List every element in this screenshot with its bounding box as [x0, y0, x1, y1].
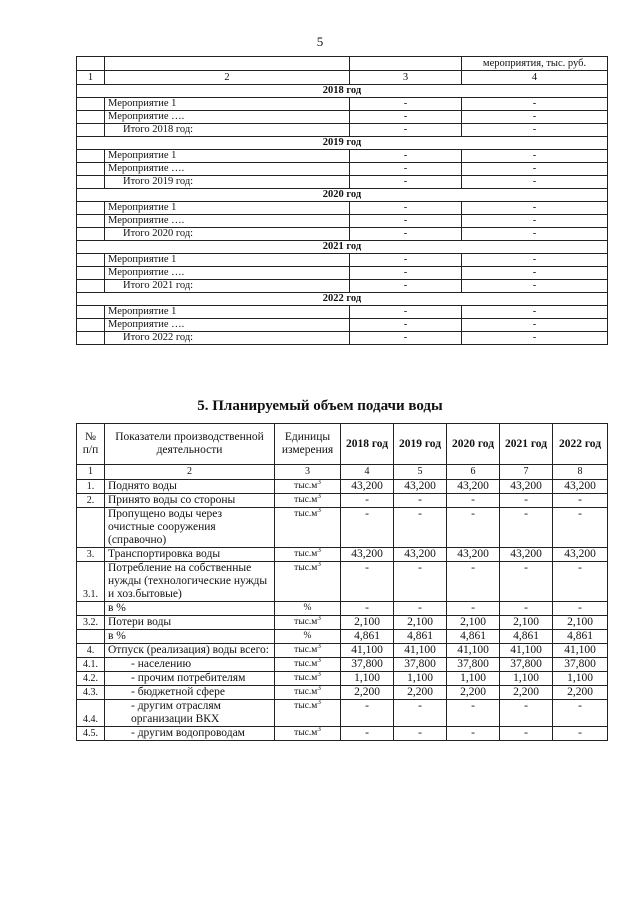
year-label: 2022 год — [77, 293, 608, 306]
measure-name: Мероприятие 1 — [105, 150, 350, 163]
measure-total-label: Итого 2019 год: — [105, 176, 350, 189]
header-indicator: Показатели производственной деятельности — [105, 424, 275, 465]
indicator-name: Поднято воды — [105, 480, 275, 494]
value-cell: - — [553, 562, 608, 602]
measure-col3: - — [350, 254, 462, 267]
unit-exponent: 3 — [317, 479, 321, 486]
unit-cell — [275, 727, 341, 741]
colnum: 1 — [77, 465, 105, 480]
measure-index-cell — [77, 228, 105, 241]
measure-index-cell — [77, 163, 105, 176]
measure-total-label: Итого 2022 год: — [105, 332, 350, 345]
header-row — [77, 424, 608, 465]
measures-table — [76, 56, 608, 345]
indicator-name: в % — [105, 602, 275, 616]
value-cell: - — [500, 700, 553, 727]
value-cell: 41,100 — [553, 644, 608, 658]
value-cell: 2,100 — [341, 616, 394, 630]
colnum: 1 — [77, 71, 105, 85]
measure-col4: - — [462, 254, 608, 267]
unit-exponent: 3 — [317, 726, 321, 733]
header-num: № п/п — [77, 424, 105, 465]
value-cell: - — [341, 700, 394, 727]
row-number: 3. — [77, 548, 105, 562]
measure-row — [77, 306, 608, 319]
value-cell: - — [394, 562, 447, 602]
measure-name: Мероприятие 1 — [105, 202, 350, 215]
measure-col3: - — [350, 98, 462, 111]
indicator-name: Пропущено воды через очистные сооружения (справочно) — [105, 508, 275, 548]
measure-name: Мероприятие …. — [105, 319, 350, 332]
value-cell: - — [341, 494, 394, 508]
measure-index-cell — [77, 98, 105, 111]
unit-exponent: 3 — [317, 685, 321, 692]
unit-cell — [275, 548, 341, 562]
value-cell: - — [341, 727, 394, 741]
indicator-row — [77, 562, 608, 602]
measure-total-label: Итого 2018 год: — [105, 124, 350, 137]
value-cell: 2,200 — [553, 686, 608, 700]
unit-label: тыс.м — [294, 563, 318, 573]
indicator-name: Транспортировка воды — [105, 548, 275, 562]
value-cell: 41,100 — [500, 644, 553, 658]
value-cell: 2,100 — [447, 616, 500, 630]
measures-header-row — [77, 57, 608, 71]
measure-row — [77, 98, 608, 111]
value-cell: - — [341, 508, 394, 548]
year-row — [77, 293, 608, 306]
indicator-name: - прочим потребителям — [105, 672, 275, 686]
unit-cell — [275, 700, 341, 727]
measure-col4: - — [462, 306, 608, 319]
value-cell: 43,200 — [341, 480, 394, 494]
value-cell: - — [447, 700, 500, 727]
measure-row — [77, 202, 608, 215]
value-cell: 2,100 — [500, 616, 553, 630]
measure-col4: - — [462, 163, 608, 176]
measure-name: Мероприятие …. — [105, 215, 350, 228]
unit-exponent: 3 — [317, 699, 321, 706]
unit-exponent: 3 — [317, 547, 321, 554]
value-cell: - — [447, 562, 500, 602]
row-number: 4.2. — [77, 672, 105, 686]
header-year: 2022 год — [553, 424, 608, 465]
value-cell: - — [447, 727, 500, 741]
measure-name: Мероприятие 1 — [105, 254, 350, 267]
unit-cell — [275, 508, 341, 548]
unit-label: тыс.м — [294, 617, 318, 627]
colnum: 5 — [394, 465, 447, 480]
value-cell: - — [500, 494, 553, 508]
value-cell: 37,800 — [500, 658, 553, 672]
measure-col3: - — [350, 332, 462, 345]
measure-row — [77, 319, 608, 332]
colnum: 3 — [275, 465, 341, 480]
indicator-name: Принято воды со стороны — [105, 494, 275, 508]
measure-name: Мероприятие 1 — [105, 306, 350, 319]
measure-name: Мероприятие …. — [105, 163, 350, 176]
unit-label: тыс.м — [294, 481, 318, 491]
value-cell: 43,200 — [553, 548, 608, 562]
indicator-row — [77, 508, 608, 548]
header-year: 2018 год — [341, 424, 394, 465]
indicator-row — [77, 548, 608, 562]
unit-cell — [275, 494, 341, 508]
measure-index-cell — [77, 306, 105, 319]
unit-label: тыс.м — [294, 509, 318, 519]
value-cell: - — [447, 494, 500, 508]
year-row — [77, 189, 608, 202]
indicator-row — [77, 686, 608, 700]
measure-col3: - — [350, 319, 462, 332]
value-cell: 2,100 — [394, 616, 447, 630]
measure-col4: - — [462, 111, 608, 124]
measure-row — [77, 228, 608, 241]
row-number: 4. — [77, 644, 105, 658]
year-row — [77, 241, 608, 254]
measure-row — [77, 254, 608, 267]
value-cell: 41,100 — [341, 644, 394, 658]
section-title: 5. Планируемый объем подачи воды — [197, 398, 443, 414]
value-cell: 37,800 — [553, 658, 608, 672]
row-number: 3.1. — [77, 562, 105, 602]
value-cell: - — [500, 602, 553, 616]
measure-col3: - — [350, 306, 462, 319]
year-label: 2020 год — [77, 189, 608, 202]
value-cell: - — [553, 727, 608, 741]
value-cell: - — [394, 727, 447, 741]
value-cell: 1,100 — [341, 672, 394, 686]
value-cell: 43,200 — [447, 480, 500, 494]
colnum-row — [77, 465, 608, 480]
measure-index-cell — [77, 280, 105, 293]
measure-row — [77, 163, 608, 176]
value-cell: 2,200 — [447, 686, 500, 700]
page-number: 5 — [316, 34, 324, 49]
indicator-name: - населению — [105, 658, 275, 672]
value-cell: 1,100 — [500, 672, 553, 686]
value-cell: 41,100 — [394, 644, 447, 658]
measure-col4: - — [462, 267, 608, 280]
colnum: 4 — [462, 71, 608, 85]
value-cell: - — [341, 562, 394, 602]
value-cell: - — [553, 494, 608, 508]
unit-exponent: 3 — [317, 507, 321, 514]
colnum: 7 — [500, 465, 553, 480]
measure-col3: - — [350, 150, 462, 163]
colnum: 4 — [341, 465, 394, 480]
measure-index-cell — [77, 150, 105, 163]
colnum: 6 — [447, 465, 500, 480]
measure-index-cell — [77, 111, 105, 124]
measure-row — [77, 124, 608, 137]
indicator-row — [77, 672, 608, 686]
unit-cell — [275, 672, 341, 686]
measure-index-cell — [77, 176, 105, 189]
measure-col4: - — [462, 228, 608, 241]
unit-cell — [275, 686, 341, 700]
value-cell: 4,861 — [500, 630, 553, 644]
measures-header-cost: мероприятия, тыс. руб. — [462, 57, 608, 71]
measure-col3: - — [350, 111, 462, 124]
measure-col3: - — [350, 124, 462, 137]
indicator-row — [77, 727, 608, 741]
measure-row — [77, 332, 608, 345]
row-number — [77, 602, 105, 616]
unit-cell: % — [275, 630, 341, 644]
measure-index-cell — [77, 215, 105, 228]
measure-col4: - — [462, 280, 608, 293]
value-cell: - — [447, 602, 500, 616]
value-cell: 2,100 — [553, 616, 608, 630]
measure-col4: - — [462, 150, 608, 163]
value-cell: 43,200 — [500, 480, 553, 494]
value-cell: 43,200 — [553, 480, 608, 494]
row-number: 4.5. — [77, 727, 105, 741]
unit-label: тыс.м — [294, 687, 318, 697]
measure-index-cell — [77, 124, 105, 137]
value-cell: - — [341, 602, 394, 616]
unit-cell — [275, 644, 341, 658]
unit-label: тыс.м — [294, 495, 318, 505]
unit-cell — [275, 658, 341, 672]
row-number: 1. — [77, 480, 105, 494]
header-year: 2020 год — [447, 424, 500, 465]
colnum: 8 — [553, 465, 608, 480]
row-number: 3.2. — [77, 616, 105, 630]
value-cell: 1,100 — [394, 672, 447, 686]
measure-index-cell — [77, 254, 105, 267]
indicator-name: в % — [105, 630, 275, 644]
measure-index-cell — [77, 267, 105, 280]
year-label: 2019 год — [77, 137, 608, 150]
value-cell: 37,800 — [341, 658, 394, 672]
value-cell: 43,200 — [394, 480, 447, 494]
value-cell: - — [500, 727, 553, 741]
row-number: 4.4. — [77, 700, 105, 727]
measure-row — [77, 176, 608, 189]
row-number: 4.1. — [77, 658, 105, 672]
measure-col3: - — [350, 163, 462, 176]
measure-row — [77, 150, 608, 163]
colnum: 3 — [350, 71, 462, 85]
indicator-row — [77, 494, 608, 508]
water-supply-table — [76, 423, 608, 741]
value-cell: - — [553, 700, 608, 727]
measure-col3: - — [350, 176, 462, 189]
measure-total-label: Итого 2020 год: — [105, 228, 350, 241]
value-cell: - — [394, 494, 447, 508]
unit-exponent: 3 — [317, 671, 321, 678]
indicator-row — [77, 630, 608, 644]
row-number — [77, 630, 105, 644]
unit-exponent: 3 — [317, 657, 321, 664]
colnum: 2 — [105, 71, 350, 85]
measure-col3: - — [350, 228, 462, 241]
value-cell: 4,861 — [341, 630, 394, 644]
measure-row — [77, 280, 608, 293]
measure-col4: - — [462, 98, 608, 111]
row-number: 4.3. — [77, 686, 105, 700]
value-cell: 2,200 — [341, 686, 394, 700]
value-cell: 37,800 — [447, 658, 500, 672]
unit-cell — [275, 562, 341, 602]
measure-total-label: Итого 2021 год: — [105, 280, 350, 293]
unit-exponent: 3 — [317, 561, 321, 568]
measure-index-cell — [77, 332, 105, 345]
measure-col3: - — [350, 215, 462, 228]
unit-label: тыс.м — [294, 701, 318, 711]
measure-index-cell — [77, 202, 105, 215]
unit-exponent: 3 — [317, 643, 321, 650]
unit-cell: % — [275, 602, 341, 616]
value-cell: 43,200 — [447, 548, 500, 562]
value-cell: 1,100 — [447, 672, 500, 686]
indicator-row — [77, 480, 608, 494]
value-cell: 4,861 — [553, 630, 608, 644]
unit-label: тыс.м — [294, 549, 318, 559]
unit-label: тыс.м — [294, 659, 318, 669]
value-cell: - — [553, 508, 608, 548]
measure-col4: - — [462, 176, 608, 189]
value-cell: - — [500, 508, 553, 548]
measure-col4: - — [462, 124, 608, 137]
measure-col3: - — [350, 202, 462, 215]
value-cell: - — [394, 602, 447, 616]
value-cell: 2,200 — [500, 686, 553, 700]
header-year: 2019 год — [394, 424, 447, 465]
measure-col3: - — [350, 267, 462, 280]
value-cell: 41,100 — [447, 644, 500, 658]
unit-label: тыс.м — [294, 673, 318, 683]
indicator-name: - другим отраслям организации ВКХ — [105, 700, 275, 727]
measure-row — [77, 215, 608, 228]
indicator-row — [77, 644, 608, 658]
measure-name: Мероприятие …. — [105, 111, 350, 124]
value-cell: 1,100 — [553, 672, 608, 686]
year-row — [77, 85, 608, 98]
measures-colnum-row — [77, 71, 608, 85]
value-cell: 43,200 — [500, 548, 553, 562]
unit-label: тыс.м — [294, 728, 318, 738]
indicator-name: Потери воды — [105, 616, 275, 630]
value-cell: 37,800 — [394, 658, 447, 672]
indicator-row — [77, 700, 608, 727]
row-number — [77, 508, 105, 548]
value-cell: 4,861 — [394, 630, 447, 644]
value-cell: 43,200 — [341, 548, 394, 562]
indicator-name: - другим водопроводам — [105, 727, 275, 741]
value-cell: 4,861 — [447, 630, 500, 644]
measure-col4: - — [462, 202, 608, 215]
measure-col4: - — [462, 215, 608, 228]
indicator-name: Потребление на собственные нужды (технологические нужды и хоз.бытовые) — [105, 562, 275, 602]
unit-exponent: 3 — [317, 493, 321, 500]
measure-col4: - — [462, 319, 608, 332]
value-cell: 2,200 — [394, 686, 447, 700]
measure-col4: - — [462, 332, 608, 345]
year-row — [77, 137, 608, 150]
unit-exponent: 3 — [317, 615, 321, 622]
year-label: 2021 год — [77, 241, 608, 254]
measure-name: Мероприятие 1 — [105, 98, 350, 111]
value-cell: - — [553, 602, 608, 616]
value-cell: - — [394, 700, 447, 727]
colnum: 2 — [105, 465, 275, 480]
header-year: 2021 год — [500, 424, 553, 465]
value-cell: - — [500, 562, 553, 602]
indicator-row — [77, 658, 608, 672]
value-cell: - — [447, 508, 500, 548]
value-cell: 43,200 — [394, 548, 447, 562]
indicator-name: Отпуск (реализация) воды всего: — [105, 644, 275, 658]
indicator-row — [77, 616, 608, 630]
unit-label: тыс.м — [294, 645, 318, 655]
unit-cell — [275, 616, 341, 630]
header-unit: Единицы измерения — [275, 424, 341, 465]
unit-cell — [275, 480, 341, 494]
value-cell: - — [394, 508, 447, 548]
indicator-row — [77, 602, 608, 616]
measure-row — [77, 111, 608, 124]
measure-name: Мероприятие …. — [105, 267, 350, 280]
measure-col3: - — [350, 280, 462, 293]
indicator-name: - бюджетной сфере — [105, 686, 275, 700]
measure-index-cell — [77, 319, 105, 332]
year-label: 2018 год — [77, 85, 608, 98]
measure-row — [77, 267, 608, 280]
row-number: 2. — [77, 494, 105, 508]
